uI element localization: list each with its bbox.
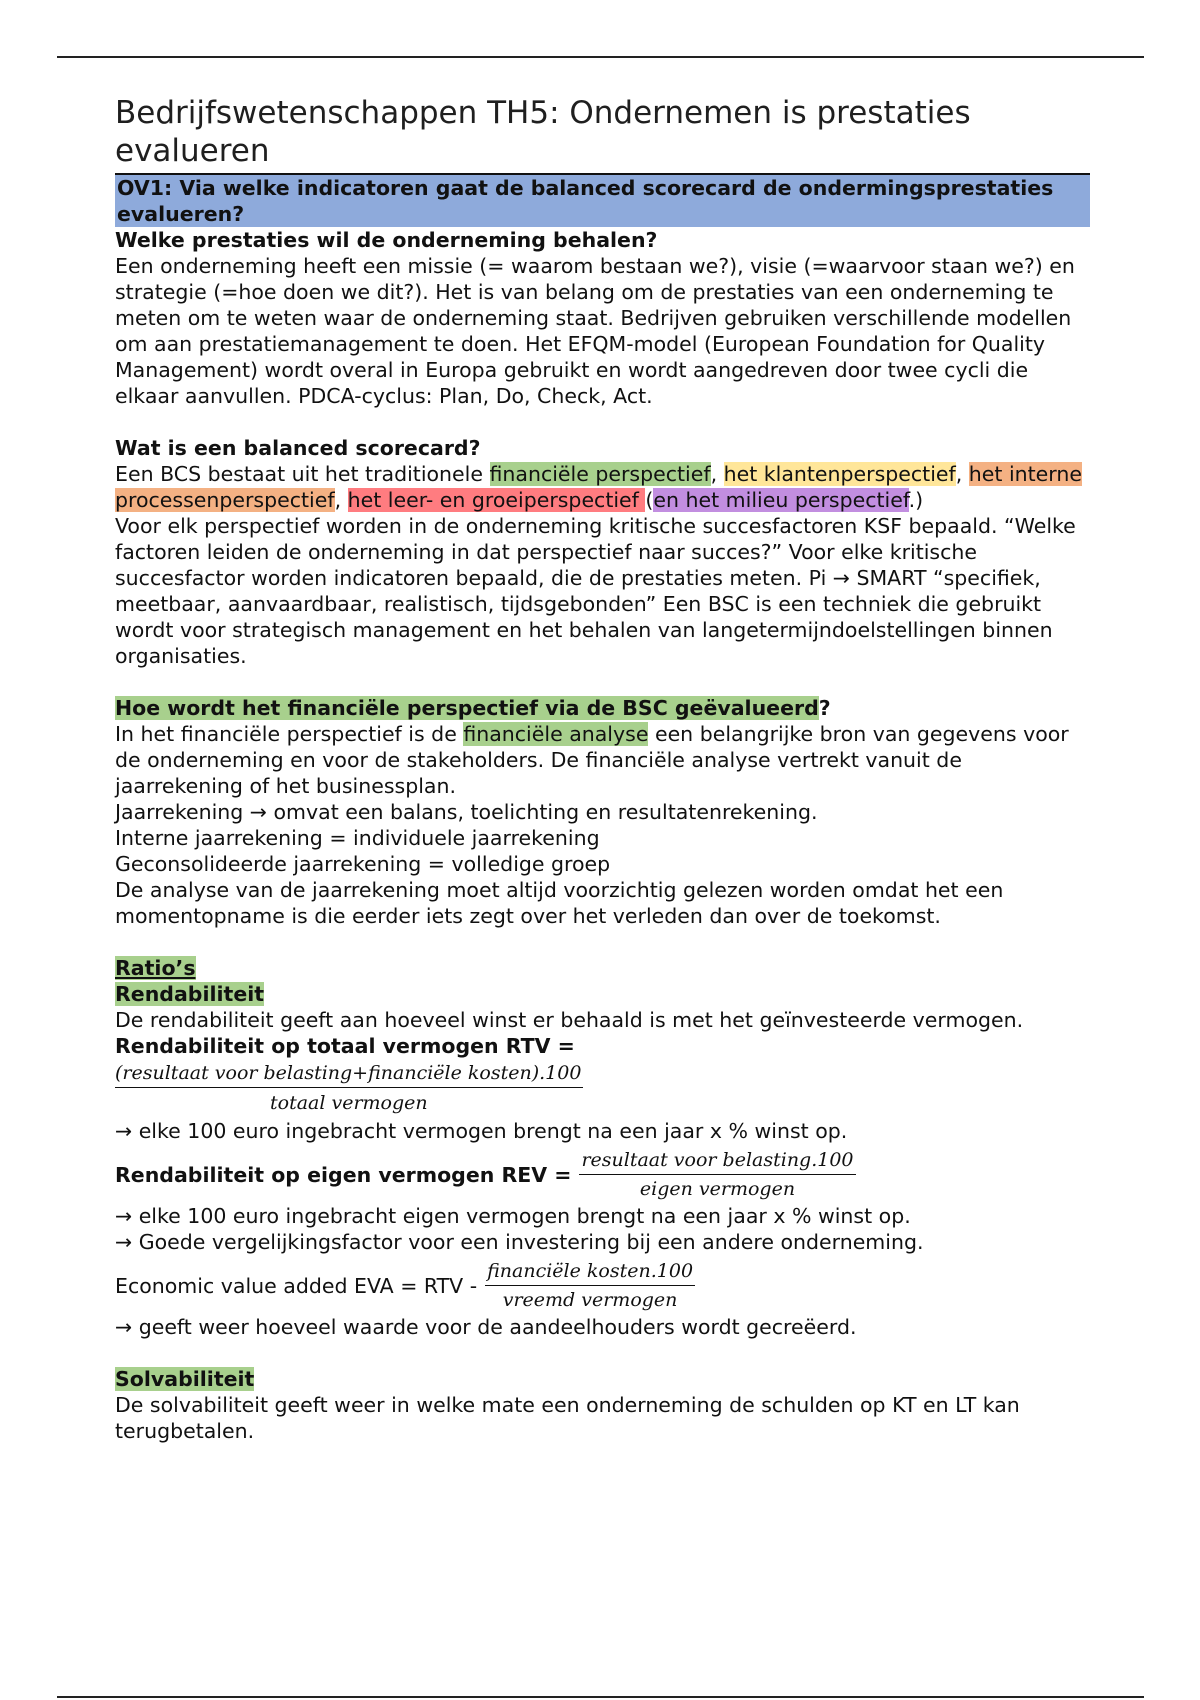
rev-formula [115,1146,1090,1203]
rendabiliteit-heading: Rendabiliteit [115,982,265,1006]
section2-body: Voor elk perspectief worden in de onderneming kritische succesfactoren KSF bepaald. “Welke factoren leiden de onderneming in dat perspectief naar succes?” Voor elke kritische succesfactor worden indicatoren bepaald, die de prestaties meten. Pi → SMART “specifiek, meetbaar, aanvaardbaar, realistisch, tijdsgebonden” Een BSC is een techniek die gebruikt wordt voor strategisch management en het behalen van langetermijndoelstellingen binnen organisaties. [115,514,1076,668]
ratios-heading: Ratio’s [115,956,196,980]
rev-numerator: resultaat voor belasting.100 [579,1146,855,1175]
page-title: Bedrijfswetenschappen TH5: Ondernemen is prestaties evalueren [115,95,971,169]
financial-perspective-highlight: financiële perspectief [489,462,711,486]
document-body [115,94,1090,1444]
rtv-label: Rendabiliteit op totaal vermogen RTV = [115,1034,575,1058]
rev-note-1: → elke 100 euro ingebracht eigen vermogen brengt na een jaar x % winst op. [115,1204,911,1228]
solvabiliteit-body: De solvabiliteit geeft weer in welke mate een onderneming de schulden op KT en LT kan terugbetalen. [115,1393,1020,1443]
customer-perspective-highlight: het klantenperspectief [723,462,956,486]
section3-body: De analyse van de jaarrekening moet altijd voorzichtig gelezen worden omdat het een momentopname is die eerder iets zegt over het verleden dan over de toekomst. [115,878,1004,928]
section3-heading: Hoe wordt het financiële perspectief via de BSC geëvalueerd? [115,696,831,720]
rendabiliteit-body: De rendabiliteit geeft aan hoeveel winst er behaald is met het geïnvesteerde vermogen. [115,1008,1024,1032]
rev-note-2: → Goede vergelijkingsfactor voor een investering bij een andere onderneming. [115,1230,924,1254]
rtv-formula [115,1059,585,1118]
solvabiliteit-heading: Solvabiliteit [115,1367,255,1391]
eva-label: Economic value added EVA = RTV - [115,1273,478,1298]
bottom-rule [57,1696,1144,1698]
rtv-note: → elke 100 euro ingebracht vermogen brengt na een jaar x % winst op. [115,1119,848,1143]
interne-jaarrekening-line: Interne jaarrekening = individuele jaarrekening [115,826,600,850]
ov1-question: OV1: Via welke indicatoren gaat de balanced scorecard de ondermingsprestaties evalueren? [115,175,1090,227]
rev-label: Rendabiliteit op eigen vermogen REV = [115,1162,572,1187]
rtv-denominator: totaal vermogen [270,1092,428,1114]
section3-intro: In het financiële perspectief is de financiële analyse een belangrijke bron van gegevens voor de onderneming en voor de stakeholders. De financiële analyse vertrekt vanuit de jaarrekening of het businessplan. [115,722,1069,798]
rtv-numerator: (resultaat voor belasting+financiële kosten).100 [115,1059,583,1088]
section1-heading: Welke prestaties wil de onderneming behalen? [115,228,658,252]
eva-formula [115,1257,1090,1314]
eva-denominator: vreemd vermogen [502,1289,678,1311]
section2-heading: Wat is een balanced scorecard? [115,436,481,460]
environment-perspective-highlight: en het milieu perspectief [653,488,909,512]
geconsolideerde-jaarrekening-line: Geconsolideerde jaarrekening = volledige groep [115,852,611,876]
rev-denominator: eigen vermogen [639,1178,796,1200]
internal-process-perspective-highlight: het interne processenperspectief [115,462,1082,512]
learning-growth-perspective-highlight: het leer- en groeiperspectief [347,488,646,512]
eva-numerator: financiële kosten.100 [485,1257,695,1286]
top-rule [57,56,1144,58]
eva-note: → geeft weer hoeveel waarde voor de aandeelhouders wordt gecreëerd. [115,1315,857,1339]
bsc-perspectives: Een BCS bestaat uit het traditionele financiële perspectief, het klantenperspectief, het interne processenperspectief, het leer- en groeiperspectief (en het milieu perspectief.) [115,462,1082,512]
jaarrekening-line: Jaarrekening → omvat een balans, toelichting en resultatenrekening. [115,800,818,824]
financial-analysis-highlight: financiële analyse [463,722,649,746]
section1-body: Een onderneming heeft een missie (= waarom bestaan we?), visie (=waarvoor staan we?) en strategie (=hoe doen we dit?). Het is van belang om de prestaties van een onderneming te meten om te weten waar de onderneming staat. Bedrijven gebruiken verschillende modellen om aan prestatiemanagement te doen. Het EFQM-model (European Foundation for Quality Management) wordt overal in Europa gebruikt en wordt aangedreven door twee cycli die elkaar aanvullen. PDCA-cyclus: Plan, Do, Check, Act. [115,254,1075,408]
